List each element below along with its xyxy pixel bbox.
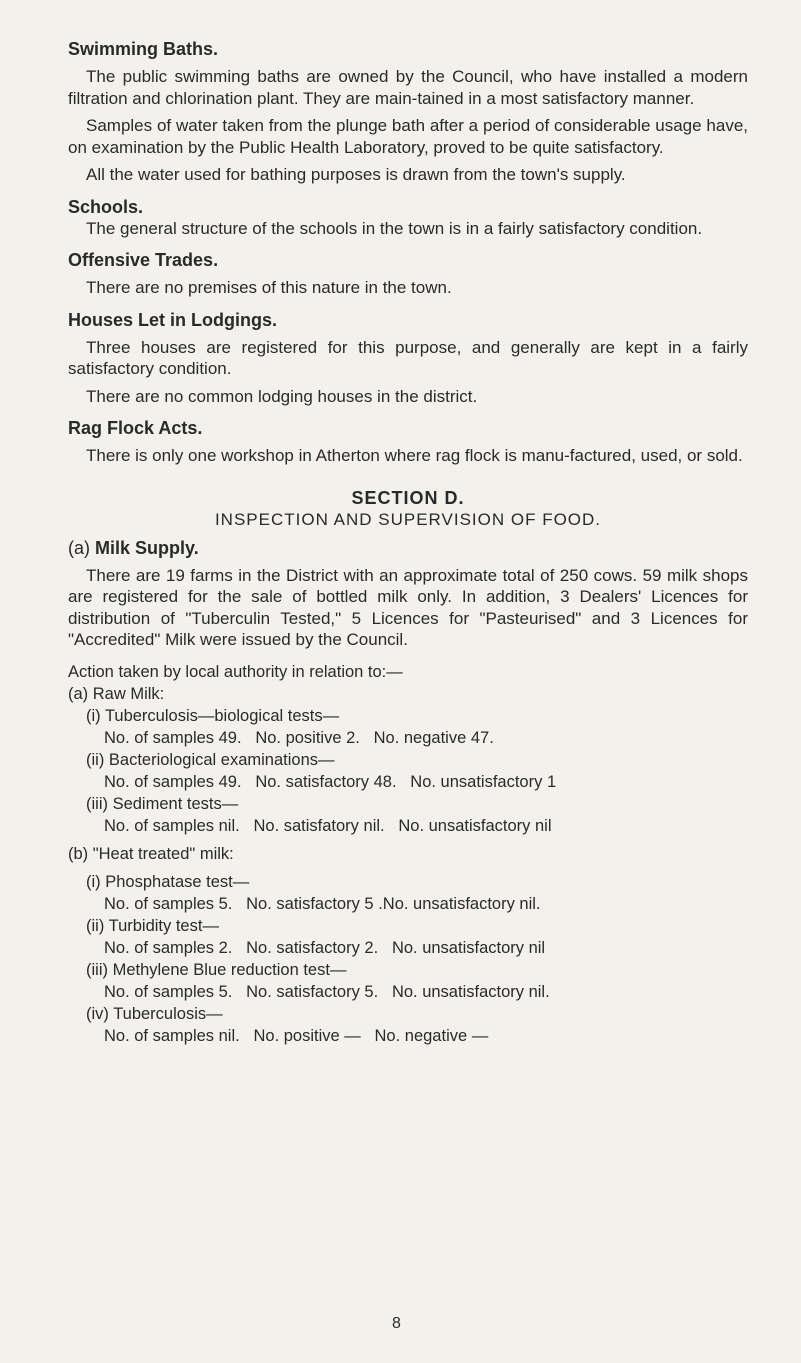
paragraph: All the water used for bathing purposes is drawn from the town's supply. bbox=[86, 165, 626, 184]
paragraph: There are 19 farms in the District with an approximate total of 250 cows. 59 milk shops are registered for the sale of bottled milk only. In addition, 3 Dealers' Licences for distribution of "Tuberculin Tested," 5 Licences for "Pasteurised" and 3 Licences for "Accredited" Milk were issued by the Council. bbox=[68, 565, 748, 649]
page-number: 8 bbox=[392, 1315, 401, 1332]
heat-item-detail: No. of samples 5. No. satisfactory 5 .No. unsatisfactory nil. bbox=[104, 894, 541, 913]
raw-item-detail: No. of samples 49. No. positive 2. No. negative 47. bbox=[104, 728, 494, 747]
heading-rag-flock: Rag Flock Acts. bbox=[68, 418, 203, 438]
paragraph: Samples of water taken from the plunge bath after a period of considerable usage have, on examination by the Public Health Laboratory, proved to be quite satisfactory. bbox=[68, 116, 748, 157]
raw-milk-heading: (a) Raw Milk: bbox=[68, 684, 165, 703]
heading-text: Milk Supply. bbox=[95, 537, 199, 558]
heading-swimming-baths: Swimming Baths. bbox=[68, 39, 219, 59]
paragraph: The public swimming baths are owned by the Council, who have installed a modern filtration and chlorination plant. They are main-tained in a most satisfactory manner. bbox=[68, 67, 748, 108]
heat-item-title: (i) Phosphatase test— bbox=[86, 872, 250, 891]
paragraph: There is only one workshop in Atherton where rag flock is manu-factured, used, or sold. bbox=[86, 446, 743, 465]
heat-item-title: (ii) Turbidity test— bbox=[86, 916, 219, 935]
raw-item-title: (ii) Bacteriological examinations— bbox=[86, 750, 335, 769]
paragraph: Three houses are registered for this purpose, and generally are kept in a fairly satisfactory condition. bbox=[68, 337, 748, 378]
paragraph: There are no premises of this nature in the town. bbox=[86, 278, 452, 297]
heat-item-detail: No. of samples 2. No. satisfactory 2. No. unsatisfactory nil bbox=[104, 938, 546, 957]
raw-item-title: (i) Tuberculosis—biological tests— bbox=[86, 706, 340, 725]
action-intro: Action taken by local authority in relation to:— bbox=[68, 662, 403, 681]
section-subtitle: INSPECTION AND SUPERVISION OF FOOD. bbox=[214, 509, 602, 529]
heading-houses-lodgings: Houses Let in Lodgings. bbox=[68, 309, 278, 330]
heat-item-detail: No. of samples nil. No. positive — No. negative — bbox=[104, 1026, 489, 1045]
section-title: SECTION D. bbox=[351, 487, 465, 508]
heat-treated-heading: (b) "Heat treated" milk: bbox=[68, 844, 234, 863]
heading-milk-supply bbox=[68, 537, 748, 559]
heat-item-detail: No. of samples 5. No. satisfactory 5. No. unsatisfactory nil. bbox=[104, 982, 550, 1001]
paragraph: The general structure of the schools in the town is in a fairly satisfactory condition. bbox=[86, 218, 703, 238]
heading-prefix: (a) bbox=[68, 537, 90, 558]
raw-item-title: (iii) Sediment tests— bbox=[86, 794, 239, 813]
raw-item-detail: No. of samples 49. No. satisfactory 48. No. unsatisfactory 1 bbox=[104, 772, 557, 791]
heading-schools: Schools. bbox=[68, 196, 144, 217]
heat-item-title: (iv) Tuberculosis— bbox=[86, 1004, 223, 1023]
heat-item-title: (iii) Methylene Blue reduction test— bbox=[86, 960, 347, 979]
document-page bbox=[68, 38, 748, 1047]
raw-item-detail: No. of samples nil. No. satisfatory nil. No. unsatisfactory nil bbox=[104, 816, 552, 835]
paragraph: There are no common lodging houses in the district. bbox=[86, 386, 478, 406]
heading-offensive-trades: Offensive Trades. bbox=[68, 250, 219, 270]
